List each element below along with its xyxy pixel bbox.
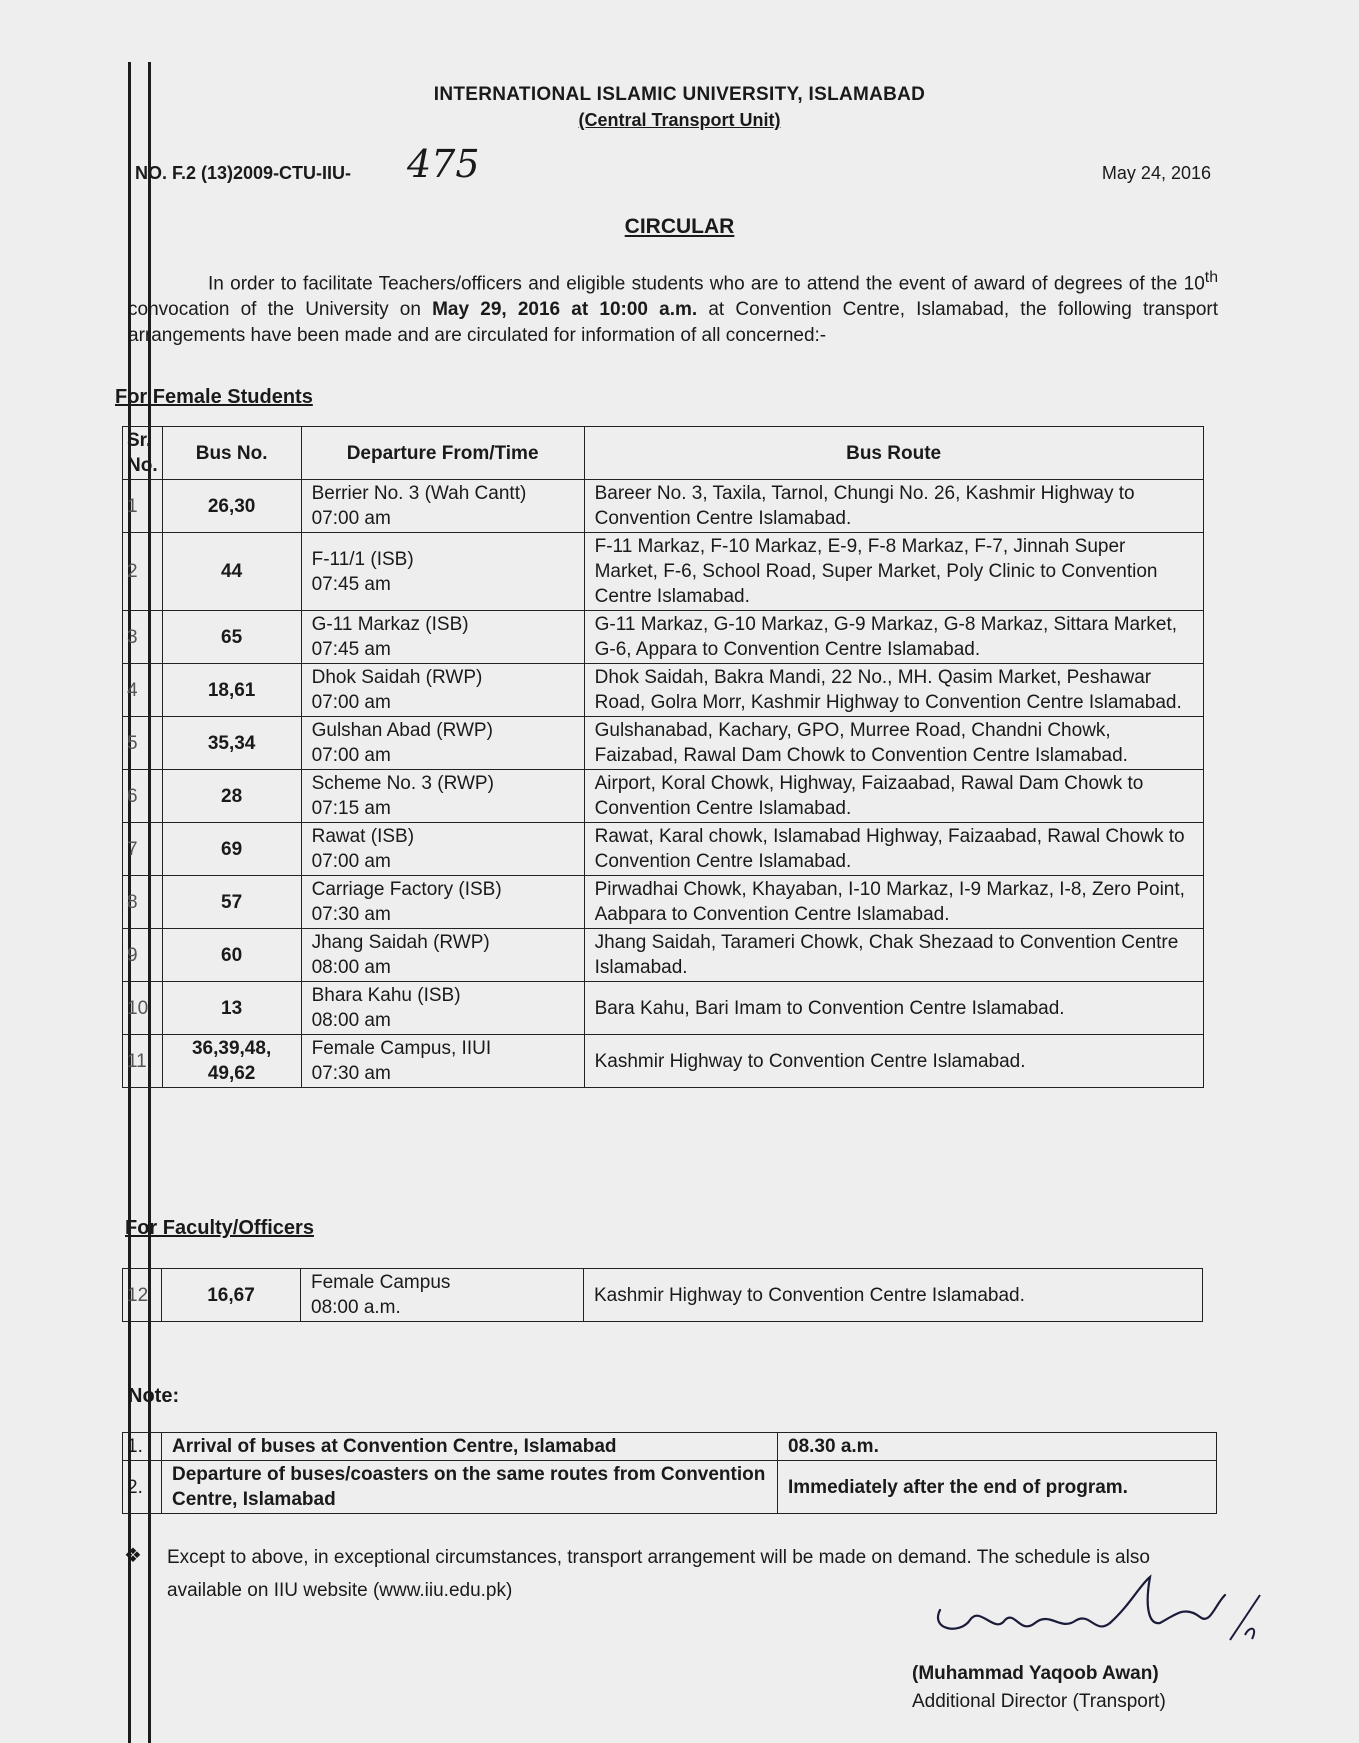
departure-from: G-11 Markaz (ISB)	[311, 614, 469, 635]
sr-cell: 8	[123, 876, 163, 929]
departure-from: Scheme No. 3 (RWP)	[311, 773, 494, 794]
route-cell: Dhok Saidah, Bakra Mandi, 22 No., MH. Qasim Market, Peshawar Road, Golra Morr, Kashmir Highway to Convention Centre Islamabad.	[584, 664, 1203, 717]
departure-time: 07:30 am	[311, 1063, 391, 1084]
intro-part1: In order to facilitate Teachers/officers and eligible students who are to attend the event of award of degrees of the 10	[208, 273, 1205, 295]
departure-cell	[301, 823, 584, 876]
intro-part3: at Convention Centre, Islamabad, the following transport arrangements have been made and are circulated for information of all concerned:-	[128, 299, 1218, 347]
table-row	[123, 664, 1204, 717]
note-item: Departure of buses/coasters on the same routes from Convention Centre, Islamabad	[162, 1461, 778, 1514]
bus-number-cell: 26,30	[162, 480, 301, 533]
bus-number-cell: 13	[162, 982, 301, 1035]
col-header-route: Bus Route	[584, 427, 1203, 480]
route-cell: F-11 Markaz, F-10 Markaz, E-9, F-8 Markaz, F-7, Jinnah Super Market, F-6, School Road, Super Market, Poly Clinic to Convention Centre Islamabad.	[584, 533, 1203, 611]
document-title: CIRCULAR	[624, 215, 735, 238]
table-row	[123, 1035, 1204, 1088]
note-number: 1.	[123, 1433, 162, 1461]
reference-number: NO. F.2 (13)2009-CTU-IIU-	[135, 163, 352, 183]
departure-from: Carriage Factory (ISB)	[311, 879, 502, 900]
note-number: 2.	[123, 1461, 162, 1514]
departure-cell	[301, 717, 584, 770]
note-row	[123, 1433, 1217, 1461]
note-value: 08.30 a.m.	[778, 1433, 1217, 1461]
female-students-heading: For Female Students	[115, 386, 313, 408]
notes-table	[122, 1432, 1217, 1514]
departure-cell	[301, 876, 584, 929]
female-students-table	[122, 426, 1204, 1088]
signatory-title: Additional Director (Transport)	[912, 1691, 1166, 1712]
intro-part2: convocation of the University on	[128, 299, 433, 321]
route-cell: Bareer No. 3, Taxila, Tarnol, Chungi No. 26, Kashmir Highway to Convention Centre Islamabad.	[584, 480, 1203, 533]
bus-number-cell: 69	[162, 823, 301, 876]
bus-number-cell: 28	[162, 770, 301, 823]
note-row	[123, 1461, 1217, 1514]
route-cell: Jhang Saidah, Tarameri Chowk, Chak Shezaad to Convention Centre Islamabad.	[584, 929, 1203, 982]
unit-name: (Central Transport Unit)	[578, 110, 781, 130]
signatory-name: (Muhammad Yaqoob Awan)	[912, 1663, 1159, 1684]
bus-number-cell: 57	[162, 876, 301, 929]
university-name: INTERNATIONAL ISLAMIC UNIVERSITY, ISLAMABAD	[433, 84, 926, 105]
sr-cell: 2	[123, 533, 163, 611]
route-cell: Airport, Koral Chowk, Highway, Faizaabad, Rawal Dam Chowk to Convention Centre Islamabad.	[584, 770, 1203, 823]
departure-cell	[301, 664, 584, 717]
departure-time: 08:00 am	[311, 957, 391, 978]
signature-image	[900, 1565, 1280, 1675]
sr-cell: 10	[123, 982, 163, 1035]
departure-time: 07:45 am	[311, 639, 391, 660]
route-cell: Kashmir Highway to Convention Centre Islamabad.	[584, 1035, 1203, 1088]
departure-cell	[301, 929, 584, 982]
col-header-bus: Bus No.	[162, 427, 301, 480]
departure-time: 07:30 am	[311, 904, 391, 925]
departure-cell	[301, 533, 584, 611]
table-row	[123, 929, 1204, 982]
table-row	[123, 1269, 1203, 1322]
departure-time: 08:00 am	[311, 1010, 391, 1031]
faculty-table	[122, 1268, 1203, 1322]
reference-handwritten-number: 475	[407, 142, 480, 186]
col-header-sr: Sr. No.	[123, 427, 163, 480]
departure-from: Bhara Kahu (ISB)	[311, 985, 461, 1006]
route-cell: Bara Kahu, Bari Imam to Convention Centre Islamabad.	[584, 982, 1203, 1035]
table-row	[123, 717, 1204, 770]
departure-from: F-11/1 (ISB)	[311, 548, 414, 570]
departure-from: Female Campus	[311, 1272, 451, 1293]
intro-paragraph	[128, 265, 1218, 349]
table-row	[123, 533, 1204, 611]
note-value: Immediately after the end of program.	[778, 1461, 1217, 1514]
departure-time: 07:15 am	[311, 798, 391, 819]
footnote-text: Except to above, in exceptional circumstances, transport arrangement will be made on demand. The schedule is also available on IIU website (www.iiu.edu.pk)	[167, 1547, 1150, 1601]
departure-time: 08:00 a.m.	[311, 1297, 401, 1318]
departure-time: 07:00 am	[311, 745, 391, 766]
sr-cell: 1	[123, 480, 163, 533]
sr-cell: 7	[123, 823, 163, 876]
note-label: Note:	[128, 1385, 180, 1407]
departure-time: 07:45 am	[311, 573, 391, 595]
departure-from: Berrier No. 3 (Wah Cantt)	[311, 483, 527, 504]
sr-cell: 12	[123, 1269, 162, 1322]
departure-cell	[301, 982, 584, 1035]
note-item: Arrival of buses at Convention Centre, Islamabad	[162, 1433, 778, 1461]
table-row	[123, 611, 1204, 664]
faculty-heading: For Faculty/Officers	[125, 1217, 314, 1239]
route-cell: Rawat, Karal chowk, Islamabad Highway, Faizaabad, Rawal Chowk to Convention Centre Islamabad.	[584, 823, 1203, 876]
table-header-row	[123, 427, 1204, 480]
departure-from: Female Campus, IIUI	[311, 1038, 492, 1059]
departure-time: 07:00 am	[311, 692, 391, 713]
departure-from: Gulshan Abad (RWP)	[311, 720, 493, 741]
sr-cell: 5	[123, 717, 163, 770]
table-row	[123, 770, 1204, 823]
intro-sup: th	[1204, 269, 1218, 286]
departure-cell	[301, 770, 584, 823]
bus-number-cell: 36,39,48, 49,62	[162, 1035, 301, 1088]
sr-cell: 6	[123, 770, 163, 823]
route-cell: Pirwadhai Chowk, Khayaban, I-10 Markaz, I-9 Markaz, I-8, Zero Point, Aabpara to Convention Centre Islamabad.	[584, 876, 1203, 929]
bus-number-cell: 16,67	[162, 1269, 301, 1322]
departure-time: 07:00 am	[311, 851, 391, 872]
table-row	[123, 480, 1204, 533]
table-row	[123, 982, 1204, 1035]
departure-cell	[301, 1035, 584, 1088]
bus-number-cell: 35,34	[162, 717, 301, 770]
sr-cell: 4	[123, 664, 163, 717]
bus-number-cell: 60	[162, 929, 301, 982]
circular-date: May 24, 2016	[1101, 163, 1211, 183]
bus-number-cell: 44	[162, 533, 301, 611]
sr-cell: 3	[123, 611, 163, 664]
route-cell: G-11 Markaz, G-10 Markaz, G-9 Markaz, G-8 Markaz, Sittara Market, G-6, Appara to Convention Centre Islamabad.	[584, 611, 1203, 664]
table-row	[123, 876, 1204, 929]
intro-highlight: May 29, 2016 at 10:00 a.m.	[432, 299, 698, 321]
route-cell: Kashmir Highway to Convention Centre Islamabad.	[584, 1269, 1203, 1322]
departure-from: Rawat (ISB)	[311, 826, 415, 847]
departure-time: 07:00 am	[311, 508, 391, 529]
col-header-departure: Departure From/Time	[301, 427, 584, 480]
sr-cell: 11	[123, 1035, 163, 1088]
departure-cell	[301, 480, 584, 533]
departure-from: Jhang Saidah (RWP)	[311, 932, 490, 953]
bus-number-cell: 18,61	[162, 664, 301, 717]
departure-cell	[301, 1269, 584, 1322]
route-cell: Gulshanabad, Kachary, GPO, Murree Road, Chandni Chowk, Faizabad, Rawal Dam Chowk to Convention Centre Islamabad.	[584, 717, 1203, 770]
bullet-icon: ❖	[124, 1545, 142, 1567]
bus-number-cell: 65	[162, 611, 301, 664]
departure-cell	[301, 611, 584, 664]
departure-from: Dhok Saidah (RWP)	[311, 667, 483, 688]
sr-cell: 9	[123, 929, 163, 982]
table-row	[123, 823, 1204, 876]
